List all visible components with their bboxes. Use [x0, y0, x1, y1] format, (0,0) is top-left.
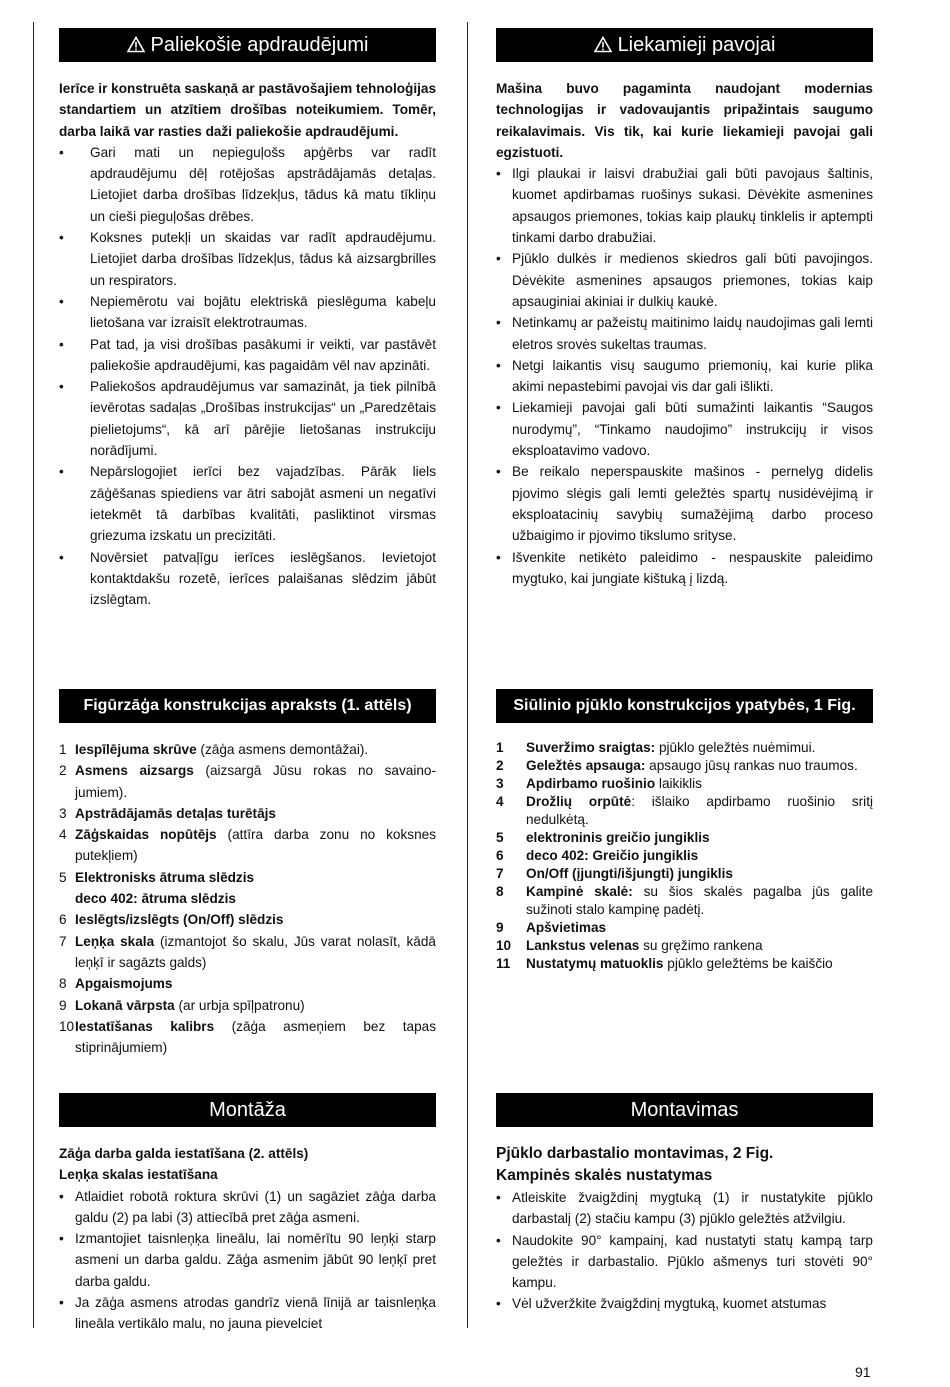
numbered-list [59, 739, 436, 1058]
list-item: • Atleiskite žvaigždinį mygtuką (1) ir nustatykite pjūklo darbastalį (2) stačiu kampu (3) pjūklo geležtės atžvilgiu. [496, 1187, 873, 1230]
list-item: 8 Kampinė skalė: su šios skalės pagalba jūs galite sužinoti stalo kampinę padėtį. [496, 884, 874, 917]
list-item: • Netinkamų ar pažeistų maitinimo laidų naudojimas gali lemti eletros srovės sukeltas traumas. [496, 312, 873, 355]
list-item: 7 Leņķa skala (izmantojot šo skalu, Jūs varat nolasīt, kādā leņķī ir sagāzts galds) [59, 933, 436, 970]
subheading: Leņķa skalas iestatīšana [59, 1167, 218, 1183]
list-item: 5 elektroninis greičio jungiklis [496, 830, 710, 845]
list-item: 8 Apgaismojums [59, 976, 173, 992]
section-title: Siūlinio pjūklo konstrukcijos ypatybės, 1 Fig. [513, 697, 856, 714]
list-item: • Išvenkite netikėto paleidimo - nespauskite paleidimo mygtuko, kai jungiate kištuką į lizdą. [496, 547, 873, 590]
list-item: • Gari mati un nepieguļošs apģērbs var radīt apdraudējumu dēļ rotējošas apstrādājamās detaļas. Lietojiet darba drošības līdzekļus, tādus kā matu tīkliņu un cieši pieguļošas drēbes. [59, 142, 436, 227]
list-item: • Pjūklo dulkės ir medienos skiedros gali būti pavojingos. Dėvėkite asmenines apsaugos priemones, tokias kaip apsauginiai akiniai ir dulkių kaukė. [496, 248, 873, 312]
subheading: Kampinės skalės nustatymas [496, 1167, 713, 1184]
section-header-assembly-lv [59, 1093, 436, 1127]
list-item: • Nepārslogojiet ierīci bez vajadzības. Pārāk liels zāģēšanas spiediens var ātri sabojāt asmeni un negatīvi ietekmēt tā darbības kvalitāti, pasliktinot virsmas griezuma izskatu un precizitāti. [59, 461, 436, 546]
subheading: Pjūklo darbastalio montavimas, 2 Fig. [496, 1145, 774, 1162]
list-item: 2 Asmens aizsargs (aizsargā Jūsu rokas no savaino-jumiem). [59, 763, 437, 800]
list-item: • Ilgi plaukai ir laisvi drabužiai gali būti pavojaus šaltinis, kuomet apdirbamas ruošinys sukasi. Dėvėkite asmenines apsaugos priemones, tokias kaip plaukų tinklelis ir aptempti tinkami darbo drabužiai. [496, 163, 873, 248]
section-intro: Ierīce ir konstruēta saskaņā ar pastāvošajiem tehnoloģijas standartiem un atzītiem drošības noteikumiem. Tomēr, darba laikā var rasties daži paliekošie apdraudējumi. [59, 81, 437, 139]
list-item: • Nepiemērotu vai bojātu elektriskā pieslēguma kabeļu lietošana var izraisīt elektrotraumas. [59, 291, 436, 334]
section-title: Paliekošie apdraudējumi [150, 34, 369, 56]
list-item: 3 Apdirbamo ruošinio laikiklis [496, 776, 702, 791]
list-item: 6 deco 402: Greičio jungiklis [496, 848, 699, 863]
bullet-list [59, 142, 436, 611]
list-item: 6 Ieslēgts/izslēgts (On/Off) slēdzis [59, 912, 284, 928]
list-item: 10 Iestatīšanas kalibrs (zāģa asmeņiem bez tapas stiprinājumiem) [59, 1018, 436, 1056]
left-column [59, 28, 436, 610]
list-item: • Naudokite 90° kampainį, kad nustatyti statų kampą tarp geležtės ir darbastalio. Pjūklo ašmenys turi stovėti 90° kampu. [496, 1230, 873, 1294]
list-item: • Liekamieji pavojai gali būti sumažinti laikantis “Saugos nurodymų”, “Tinkamo naudojimo” instrukcijų ir visos eksploatavimo vadovo. [496, 397, 873, 461]
list-item: 11 Nustatymų matuoklis pjūklo geležtėms be kaiščio [496, 956, 833, 971]
list-item: • Ja zāģa asmens atrodas gandrīz vienā līnijā ar taisnleņķa lineāla vertikālo malu, no jauna pievelciet [59, 1292, 436, 1335]
list-item: • Paliekošos apdraudējumus var samazināt, ja tiek pilnībā ievērotas sadaļas „Drošības instrukcijas“ un „Paredzētais pielietojums“, kā arī pārējie lietošanas instrukciju norādījumi. [59, 376, 436, 461]
section-header-construction-lt [496, 689, 873, 723]
section-title: Figūrzāģa konstrukcijas apraksts (1. attēls) [83, 697, 412, 714]
page-number: 91 [855, 1364, 871, 1380]
warning-triangle-icon [127, 36, 145, 53]
left-margin-rule [33, 22, 34, 1328]
list-item: 2 Geležtės apsauga: apsaugo jūsų rankas nuo traumos. [496, 758, 858, 773]
list-item: • Izmantojiet taisnleņķa lineālu, lai nomērītu 90 leņķi starp asmeni un darba galdu. Zāģa asmenim jābūt 90 leņķī pret darba galdu. [59, 1228, 436, 1292]
section-title: Montāža [209, 1099, 286, 1121]
left-column-construction [59, 689, 436, 1058]
section-header-construction-lv [59, 689, 436, 723]
list-item: 1 Suveržimo sraigtas: pjūklo geležtės nuėmimui. [496, 740, 816, 755]
subheading: Zāģa darba galda iestatīšana (2. attēls) [59, 1146, 309, 1161]
bullet-list [59, 1186, 436, 1335]
list-item: 9 Apšvietimas [496, 920, 607, 935]
section-title: Liekamieji pavojai [617, 34, 776, 56]
list-item: • Koksnes putekļi un skaidas var radīt apdraudējumu. Lietojiet darba drošības līdzekļus, tādus kā aizsargbrilles un respirators. [59, 227, 436, 291]
bullet-list [496, 1187, 873, 1315]
list-item: 5 Elektronisks ātruma slēdzis deco 402: ātruma slēdzis [59, 869, 255, 907]
list-item: 10 Lankstus velenas su gręžimo rankena [496, 938, 763, 953]
center-column-rule [467, 22, 468, 1328]
list-item: • Netgi laikantis visų saugumo priemonių, kai kurie plika akimi nepastebimi pavojai vis dar gali išlikti. [496, 355, 873, 398]
section-header-assembly-lt [496, 1093, 873, 1127]
left-column-assembly [59, 1093, 436, 1335]
numbered-list [496, 739, 873, 973]
list-item: 7 On/Off (įjungti/išjungti) jungiklis [496, 866, 733, 881]
list-item: • Vėl užveržkite žvaigždinį mygtuką, kuomet atstumas [496, 1293, 873, 1314]
right-column-assembly [496, 1093, 873, 1315]
list-item: 1 Iespīlējuma skrūve (zāģa asmens demontāžai). [59, 742, 369, 757]
section-header-residual-risks-lv [59, 28, 436, 62]
list-item: • Novērsiet patvaļīgu ierīces ieslēgšanos. Ievietojot kontaktdakšu rozetē, ierīces palaišanas slēdzim jābūt izslēgtam. [59, 547, 436, 611]
right-column-construction [496, 689, 873, 973]
right-column [496, 28, 873, 589]
section-header-residual-risks-lt [496, 28, 873, 62]
list-item: 3 Apstrādājamās detaļas turētājs [59, 805, 276, 821]
list-item: • Pat tad, ja visi drošības pasākumi ir veikti, var pastāvēt paliekošie apdraudējumi, kas pagaidām vēl nav apzināti. [59, 334, 436, 377]
list-item: 4 Zāģskaidas nopūtējs (attīra darba zonu no koksnes putekļiem) [59, 827, 437, 864]
section-title: Montavimas [630, 1099, 739, 1121]
section-intro: Mašina buvo pagaminta naudojant modernias technologijas ir vadovaujantis pripažintais saugumo reikalavimais. Vis tik, kai kurie liekamieji pavojai gali egzistuoti. [496, 81, 873, 160]
warning-triangle-icon [594, 36, 612, 53]
list-item: 9 Lokanā vārpsta (ar urbja spīļpatronu) [59, 997, 305, 1013]
bullet-list [496, 163, 873, 589]
list-item: • Atlaidiet robotā roktura skrūvi (1) un sagāziet zāģa darba galdu (2) pa labi (3) attiecībā pret zāģa asmeni. [59, 1186, 436, 1229]
list-item: 4 Drožlių orpūtė: išlaiko apdirbamo ruošinio sritį nedulkėtą. [496, 794, 873, 827]
list-item: • Be reikalo neperspauskite mašinos - pernelyg didelis pjovimo slėgis gali lemti geležtės spartų nusidėvėjimą ir eksploatacinių savybių sumažėjimą darbo proceso užbaigimo ir pjovimo tikslumo srityse. [496, 461, 873, 546]
